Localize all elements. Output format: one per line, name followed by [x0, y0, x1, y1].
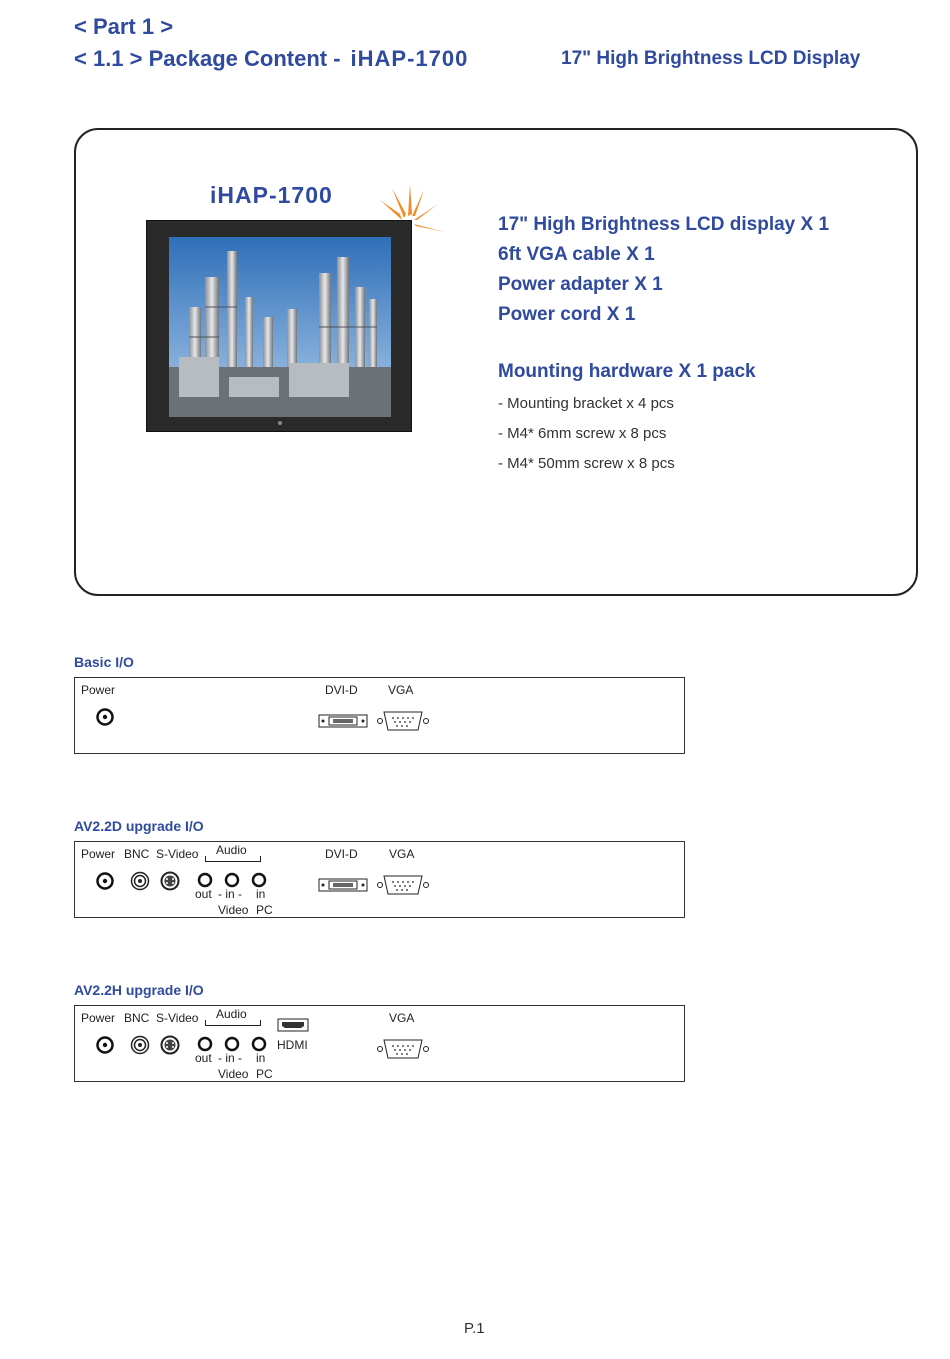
audio-out-jack-icon	[197, 1036, 213, 1052]
power-label: Power	[81, 847, 116, 861]
audio-video-label: Video	[218, 903, 249, 917]
package-item: Power cord X 1	[498, 304, 636, 325]
basic-io-title: Basic I/O	[74, 654, 134, 670]
audio-out-jack-icon	[197, 872, 213, 888]
bnc-jack-icon	[130, 1035, 150, 1055]
dvi-port-icon	[318, 878, 368, 892]
svideo-jack-icon	[160, 871, 180, 891]
monitor-image	[146, 220, 412, 432]
audio-out-label: out	[195, 1051, 212, 1065]
audio-label: Audio	[216, 843, 247, 857]
audio-in-label: - in -	[218, 887, 242, 901]
audio-bracket	[205, 1020, 261, 1026]
page-number: P.1	[464, 1320, 485, 1337]
package-item: Power adapter X 1	[498, 274, 663, 295]
mounting-item: - M4* 50mm screw x 8 pcs	[498, 455, 675, 472]
refinery-photo	[169, 237, 391, 417]
audio-in-label: in	[256, 887, 266, 901]
svideo-label: S-Video	[156, 1011, 199, 1025]
power-jack-icon	[96, 708, 114, 726]
bnc-jack-icon	[130, 871, 150, 891]
power-jack-icon	[96, 1036, 114, 1054]
audio-video-label: Video	[218, 1067, 249, 1081]
product-subtitle: 17" High Brightness LCD Display	[561, 48, 861, 69]
package-item: 17" High Brightness LCD display X 1	[498, 214, 830, 235]
audio-in-label: in	[256, 1051, 266, 1065]
vga-label: VGA	[389, 1011, 415, 1025]
vga-port-icon	[376, 1037, 430, 1061]
basic-io-panel	[74, 677, 685, 754]
power-label: Power	[81, 1011, 116, 1025]
section-title: < 1.1 > Package Content -	[74, 46, 341, 71]
power-led	[278, 421, 282, 425]
av22h-io-title: AV2.2H upgrade I/O	[74, 982, 204, 998]
av22d-io-title: AV2.2D upgrade I/O	[74, 818, 204, 834]
hdmi-port-icon	[277, 1018, 309, 1032]
audio-label: Audio	[216, 1007, 247, 1021]
dvid-label: DVI-D	[325, 847, 358, 861]
vga-label: VGA	[389, 847, 415, 861]
audio-pc-in-jack-icon	[251, 1036, 267, 1052]
vga-label: VGA	[388, 683, 414, 697]
mounting-hardware-title: Mounting hardware X 1 pack	[498, 361, 756, 382]
audio-video-in-jack-icon	[224, 1036, 240, 1052]
hdmi-label: HDMI	[277, 1038, 308, 1052]
audio-video-in-jack-icon	[224, 872, 240, 888]
av22h-io-panel	[74, 1005, 685, 1082]
audio-pc-in-jack-icon	[251, 872, 267, 888]
av22d-io-panel	[74, 841, 685, 918]
svideo-label: S-Video	[156, 847, 199, 861]
mounting-item: - Mounting bracket x 4 pcs	[498, 395, 674, 412]
section-heading	[74, 46, 468, 72]
audio-in-label: - in -	[218, 1051, 242, 1065]
svideo-jack-icon	[160, 1035, 180, 1055]
mounting-item: - M4* 6mm screw x 8 pcs	[498, 425, 667, 442]
section-model: iHAP-1700	[350, 46, 469, 71]
power-label: Power	[81, 683, 116, 697]
dvi-port-icon	[318, 714, 368, 728]
audio-pc-label: PC	[256, 1067, 273, 1081]
audio-out-label: out	[195, 887, 212, 901]
package-item: 6ft VGA cable X 1	[498, 244, 655, 265]
vga-port-icon	[376, 709, 430, 733]
audio-bracket	[205, 856, 261, 862]
dvid-label: DVI-D	[325, 683, 358, 697]
package-model-label: iHAP-1700	[210, 182, 333, 208]
bnc-label: BNC	[124, 1011, 150, 1025]
power-jack-icon	[96, 872, 114, 890]
bnc-label: BNC	[124, 847, 150, 861]
part-heading: < Part 1 >	[74, 14, 174, 39]
vga-port-icon	[376, 873, 430, 897]
audio-pc-label: PC	[256, 903, 273, 917]
